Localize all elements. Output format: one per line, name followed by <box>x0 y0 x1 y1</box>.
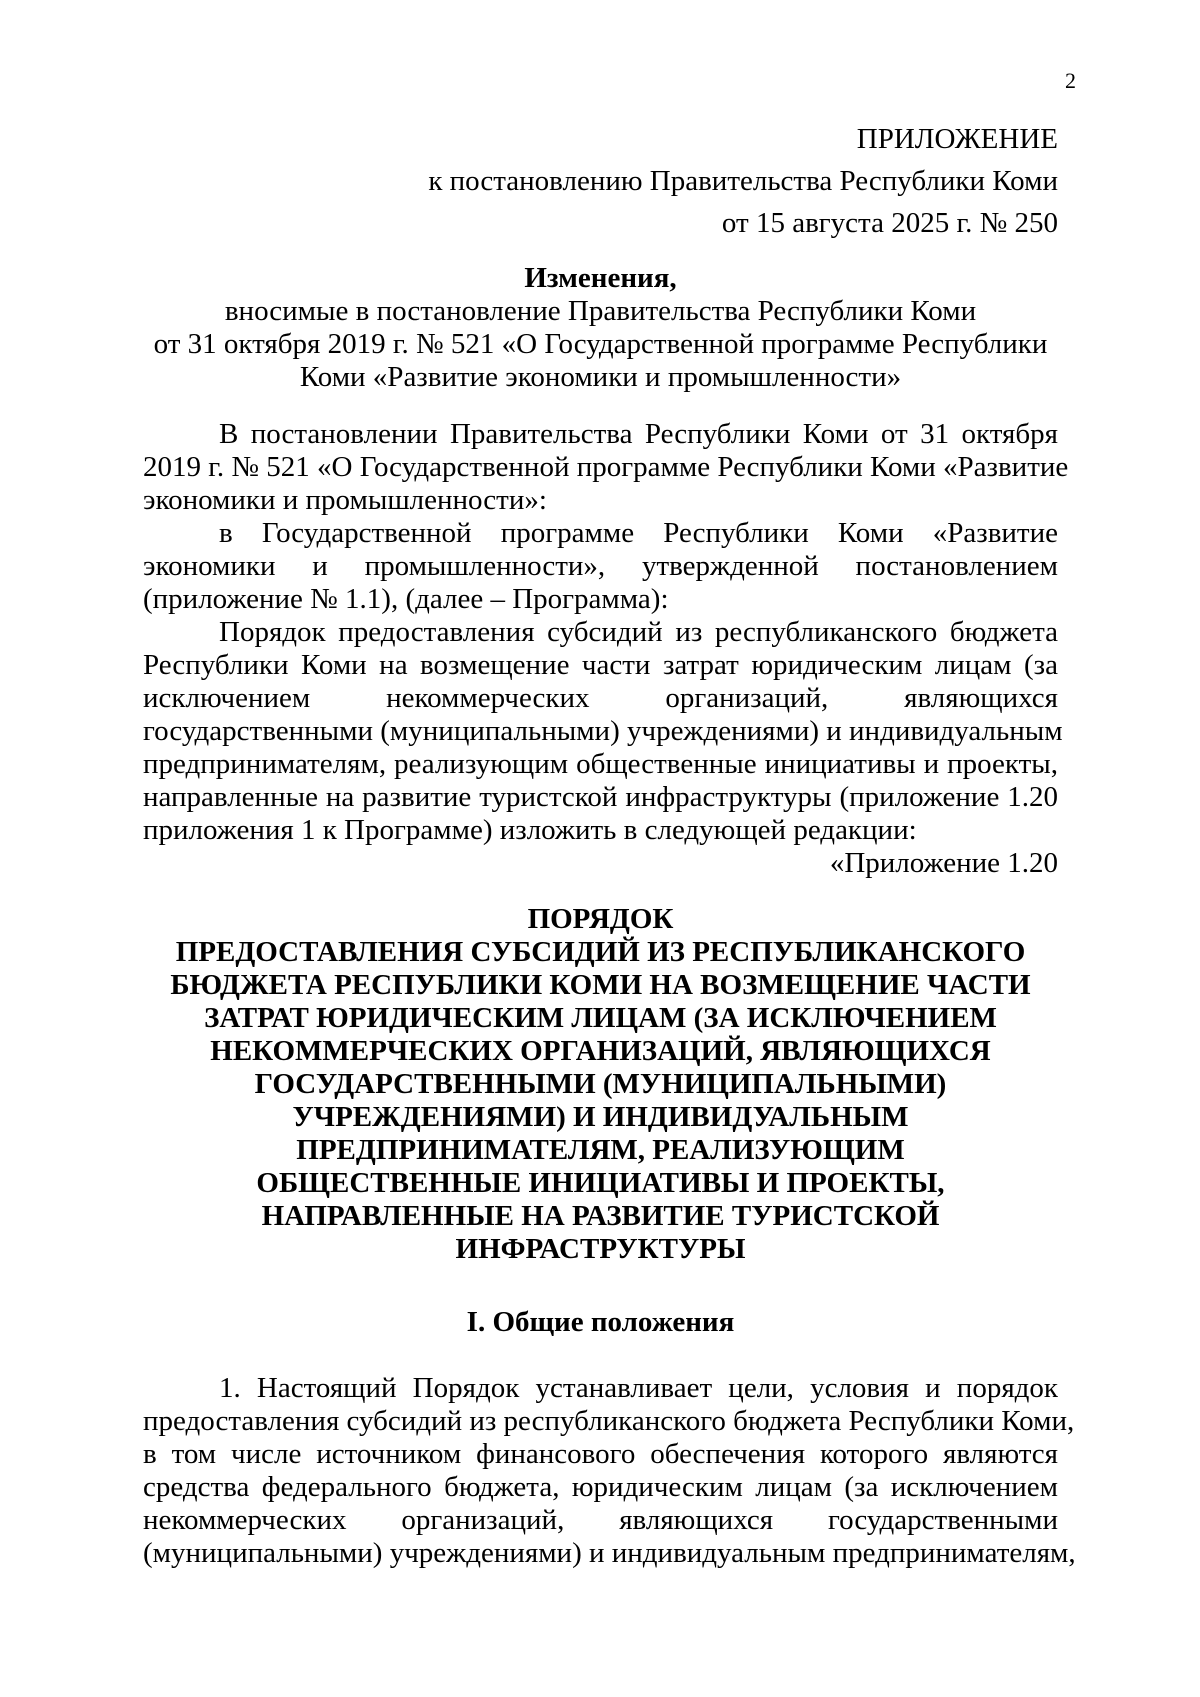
heading-line: ГОСУДАРСТВЕННЫМИ (МУНИЦИПАЛЬНЫМИ) <box>254 1068 947 1100</box>
heading-line: НАПРАВЛЕННЫЕ НА РАЗВИТИЕ ТУРИСТСКОЙ <box>261 1200 940 1232</box>
appendix-header <box>380 118 1058 244</box>
appendix-line-1: к постановлению Правительства Республики Коми <box>428 165 1058 197</box>
paragraph-line: в Государственной программе Республики Коми «Развитие <box>219 517 1058 549</box>
heading-line: УЧРЕЖДЕНИЯМИ) И ИНДИВИДУАЛЬНЫМ <box>292 1101 909 1133</box>
paragraph-line: некоммерческих организаций, являющихся государственными <box>143 1504 1058 1536</box>
page-number: 2 <box>1065 68 1076 93</box>
paragraph-line: предпринимателям, реализующим общественные инициативы и проекты, <box>143 748 1058 780</box>
paragraph-line: исключением некоммерческих организаций, являющихся <box>143 682 1058 714</box>
heading-line: ИНФРАСТРУКТУРЫ <box>455 1233 746 1265</box>
paragraph-line: экономики и промышленности», утвержденной постановлением <box>143 550 1058 582</box>
changes-title-line: от 31 октября 2019 г. № 521 «О Государственной программе Республики <box>153 328 1048 360</box>
paragraph-line: средства федерального бюджета, юридическим лицам (за исключением <box>143 1471 1058 1503</box>
changes-title-bold: Изменения, <box>524 262 677 294</box>
paragraph-line: 1. Настоящий Порядок устанавливает цели, условия и порядок <box>219 1372 1058 1404</box>
appendix-title: ПРИЛОЖЕНИЕ <box>856 123 1058 155</box>
paragraph-line: в том числе источником финансового обеспечения которого являются <box>143 1438 1058 1470</box>
section-title: I. Общие положения <box>466 1306 735 1338</box>
heading-line: ЗАТРАТ ЮРИДИЧЕСКИМ ЛИЦАМ (ЗА ИСКЛЮЧЕНИЕМ <box>204 1002 997 1034</box>
changes-title-line: вносимые в постановление Правительства Республики Коми <box>224 295 977 327</box>
heading-line: НЕКОММЕРЧЕСКИХ ОРГАНИЗАЦИЙ, ЯВЛЯЮЩИХСЯ <box>210 1035 991 1067</box>
paragraph-line: (приложение № 1.1), (далее – Программа): <box>143 583 669 615</box>
appendix-line-2: от 15 августа 2025 г. № 250 <box>721 207 1058 239</box>
paragraph-line: Республики Коми на возмещение части затрат юридическим лицам (за <box>143 649 1058 681</box>
heading-line: ПОРЯДОК <box>527 903 674 935</box>
intro-paragraphs <box>143 418 1069 880</box>
paragraph-line: 2019 г. № 521 «О Государственной программе Республики Коми «Развитие <box>143 451 1069 483</box>
paragraph-line: Порядок предоставления субсидий из республиканского бюджета <box>219 616 1058 648</box>
paragraph-line: направленные на развитие туристской инфраструктуры (приложение 1.20 <box>143 781 1058 813</box>
paragraph-line: приложения 1 к Программе) изложить в следующей редакции: <box>143 814 917 846</box>
section-1-body <box>143 1372 1076 1570</box>
heading-line: БЮДЖЕТА РЕСПУБЛИКИ КОМИ НА ВОЗМЕЩЕНИЕ ЧАСТИ <box>170 969 1031 1001</box>
appendix-reference: «Приложение 1.20 <box>829 847 1058 879</box>
paragraph-line: В постановлении Правительства Республики Коми от 31 октября <box>219 418 1058 450</box>
paragraph-line: предоставления субсидий из республиканского бюджета Республики Коми, <box>143 1405 1075 1437</box>
heading-line: ОБЩЕСТВЕННЫЕ ИНИЦИАТИВЫ И ПРОЕКТЫ, <box>256 1167 945 1199</box>
heading-line: ПРЕДОСТАВЛЕНИЯ СУБСИДИЙ ИЗ РЕСПУБЛИКАНСКОГО <box>175 936 1026 968</box>
paragraph-line: экономики и промышленности»: <box>143 484 547 516</box>
paragraph-line: государственными (муниципальными) учреждениями) и индивидуальным <box>143 715 1063 747</box>
changes-title-line: Коми «Развитие экономики и промышленности» <box>299 361 902 393</box>
paragraph-line: (муниципальными) учреждениями) и индивидуальным предпринимателям, <box>143 1537 1076 1569</box>
changes-title <box>143 262 1058 394</box>
procedure-heading <box>143 903 1058 1266</box>
heading-line: ПРЕДПРИНИМАТЕЛЯМ, РЕАЛИЗУЮЩИМ <box>296 1134 905 1166</box>
